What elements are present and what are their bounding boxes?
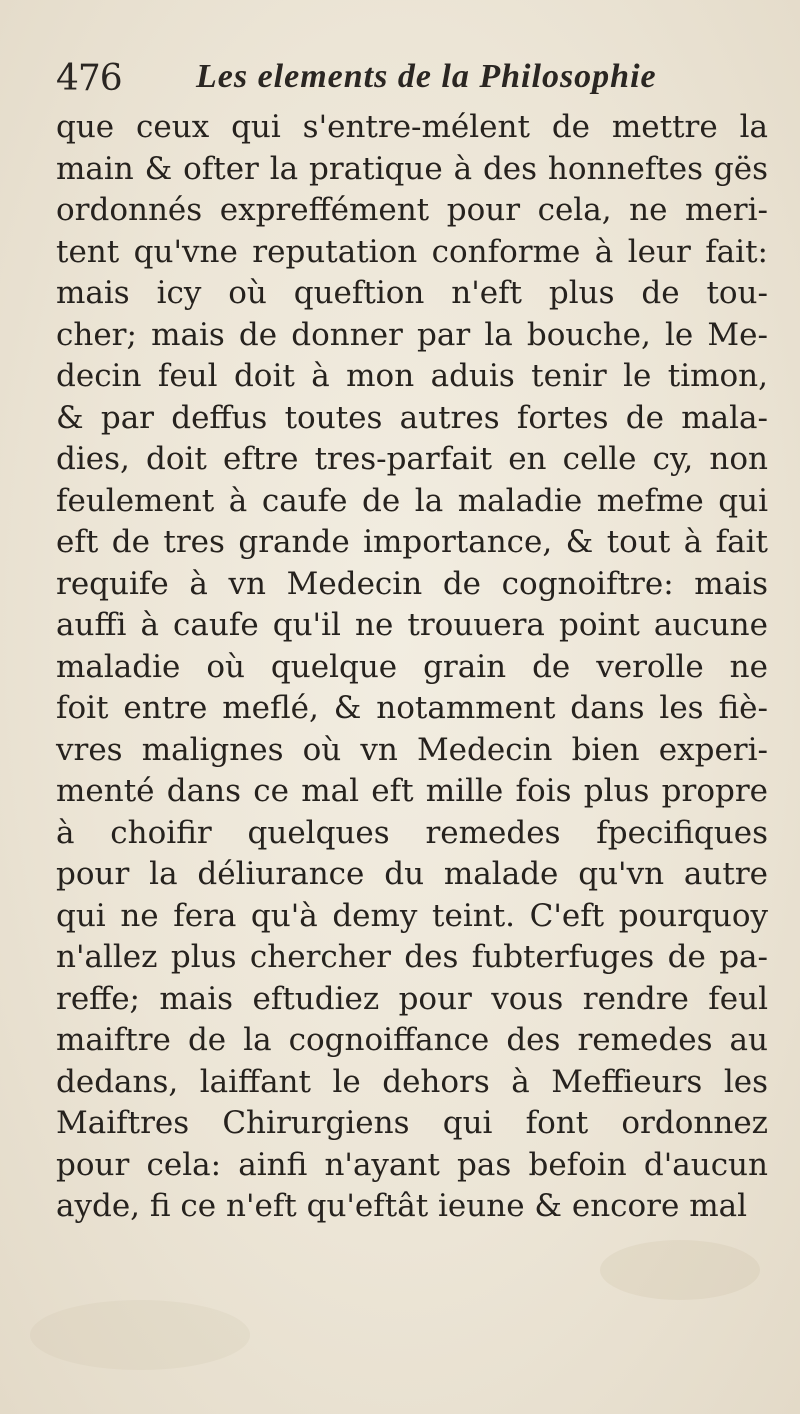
- text-line: qui ne fera qu'à demy teint. C'eft pourquoy: [56, 897, 768, 934]
- page-header: [56, 58, 756, 108]
- text-line: feulement à caufe de la maladie mefme qui: [56, 482, 768, 519]
- paper-stain: [30, 1300, 250, 1370]
- text-line: cher; mais de donner par la bouche, le Me-: [56, 316, 768, 353]
- text-line: & par deffus toutes autres fortes de mala-: [56, 399, 768, 436]
- text-line: maiftre de la cognoiffance des remedes au: [56, 1022, 768, 1058]
- text-line: ordonnés expreffément pour cela, ne meri-: [56, 192, 768, 228]
- page-number: 476: [56, 58, 122, 99]
- running-title: Les elements de la Philosophie: [196, 58, 657, 95]
- text-line: foit entre meflé, & notamment dans les fiè-: [56, 690, 768, 726]
- text-line: menté dans ce mal eft mille fois plus propre: [56, 773, 768, 809]
- text-line: requife à vn Medecin de cognoiftre: mais: [56, 565, 768, 602]
- text-line: vres malignes où vn Medecin bien experi-: [56, 731, 768, 768]
- text-line: maladie où quelque grain de verolle ne: [56, 648, 768, 685]
- text-line: main & ofter la pratique à des honneftes gës: [56, 150, 768, 187]
- text-line: tent qu'vne reputation conforme à leur fait:: [56, 233, 768, 270]
- text-line: dedans, laiffant le dehors à Meffieurs les: [56, 1063, 768, 1100]
- text-line: à choifir quelques remedes fpecifiques: [56, 814, 768, 851]
- text-line: dies, doit eftre tres-parfait en celle cy, non: [56, 441, 768, 477]
- text-line: pour la déliurance du malade qu'vn autre: [56, 856, 768, 892]
- text-line: mais icy où queftion n'eft plus de tou-: [56, 275, 768, 311]
- text-line: auffi à caufe qu'il ne trouuera point aucune: [56, 607, 768, 643]
- text-line: ayde, fi ce n'eft qu'eftât ieune & encore mal: [56, 1188, 747, 1224]
- text-line: n'allez plus chercher des fubterfuges de pa-: [56, 939, 768, 975]
- text-line: eft de tres grande importance, & tout à fait: [56, 524, 768, 560]
- text-line: Maiftres Chirurgiens qui font ordonnez: [56, 1105, 768, 1141]
- body-text: [56, 107, 768, 1228]
- paper-stain: [600, 1240, 760, 1300]
- text-line: reffe; mais eftudiez pour vous rendre feul: [56, 980, 768, 1017]
- text-line: que ceux qui s'entre-mélent de mettre la: [56, 109, 768, 145]
- text-line: decin feul doit à mon aduis tenir le timon,: [56, 358, 768, 394]
- text-line: pour cela: ainfi n'ayant pas befoin d'aucun: [56, 1146, 768, 1183]
